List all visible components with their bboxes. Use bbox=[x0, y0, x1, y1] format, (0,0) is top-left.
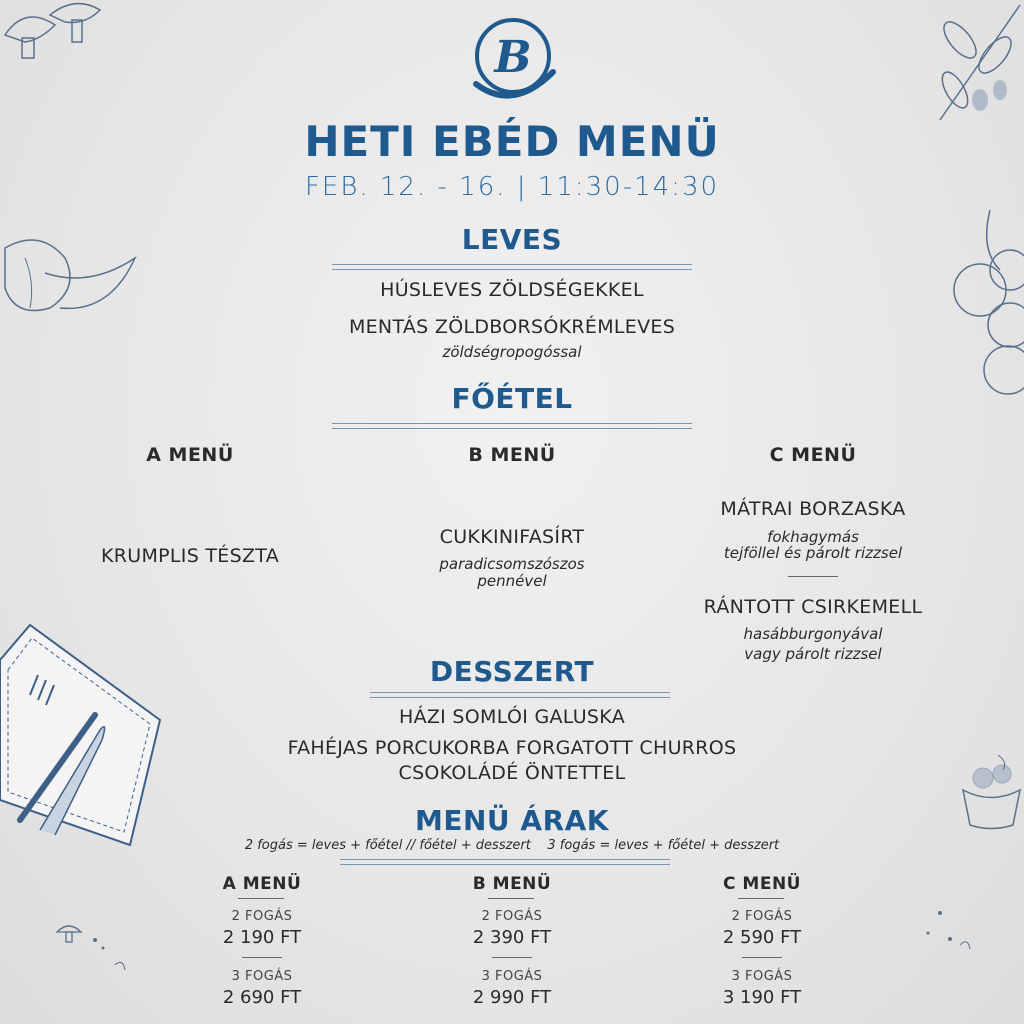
olive-branch-icon bbox=[920, 0, 1024, 130]
main-c-separator bbox=[788, 576, 838, 577]
napkin-cutlery-icon bbox=[0, 620, 170, 850]
soup-item-1: HÚSLEVES ZÖLDSÉGEKKEL bbox=[380, 279, 644, 301]
tomato-icon bbox=[940, 210, 1024, 400]
price-c-two-value: 2 590 FT bbox=[722, 927, 802, 948]
dessert-divider bbox=[370, 692, 670, 693]
brand-logo bbox=[468, 12, 558, 104]
tart-icon bbox=[958, 750, 1024, 830]
main-c-dish-2-note-1: hasábburgonyával bbox=[743, 625, 883, 643]
price-c-two-label: 2 FOGÁS bbox=[731, 909, 793, 924]
dessert-heading: DESSZERT bbox=[429, 655, 595, 688]
main-c-dish-2-note-2: vagy párolt rizzsel bbox=[744, 645, 882, 663]
dessert-item-2-line-2: CSOKOLÁDÉ ÖNTETTEL bbox=[398, 762, 626, 784]
prices-explanation: 2 fogás = leves + főétel // főétel + desszert 3 fogás = leves + főétel + desszert bbox=[244, 838, 780, 853]
dessert-item-2-line-1: FAHÉJAS PORCUKORBA FORGATOTT CHURROS bbox=[287, 737, 737, 759]
price-b-two-label: 2 FOGÁS bbox=[481, 909, 543, 924]
prices-heading: MENÜ ÁRAK bbox=[414, 804, 609, 837]
page-title: HETI EBÉD MENÜ bbox=[304, 117, 720, 166]
price-a-label: A MENÜ bbox=[222, 874, 302, 894]
price-c-label: C MENÜ bbox=[723, 874, 801, 894]
main-c-dish-1: MÁTRAI BORZASKA bbox=[720, 498, 906, 520]
price-a-underline bbox=[238, 898, 284, 899]
price-a-two-label: 2 FOGÁS bbox=[231, 909, 293, 924]
price-b-two-value: 2 390 FT bbox=[472, 927, 552, 948]
price-c-three-label: 3 FOGÁS bbox=[731, 969, 793, 984]
dessert-item-1: HÁZI SOMLÓI GALUSKA bbox=[398, 706, 625, 728]
main-c-dish-1-note-1: fokhagymás bbox=[767, 528, 859, 546]
main-divider-2 bbox=[332, 428, 692, 429]
soup-heading: LEVES bbox=[461, 223, 563, 256]
main-col-a-label: A MENÜ bbox=[146, 444, 234, 466]
price-b-three-value: 2 990 FT bbox=[472, 987, 552, 1008]
price-a-two-value: 2 190 FT bbox=[222, 927, 302, 948]
main-c-dish-1-note-2: tejföllel és párolt rizzsel bbox=[723, 544, 903, 562]
main-b-dish-note-1: paradicsomszószos bbox=[439, 555, 585, 573]
sprinkle-dots-icon bbox=[920, 905, 980, 955]
main-c-dish-2: RÁNTOTT CSIRKEMELL bbox=[703, 596, 923, 618]
soup-divider bbox=[332, 264, 692, 265]
mushroom-icon bbox=[0, 0, 110, 80]
main-b-dish-note-2: pennével bbox=[477, 572, 547, 590]
price-b-three-label: 3 FOGÁS bbox=[481, 969, 543, 984]
price-b-underline bbox=[488, 898, 534, 899]
small-mushroom-icon bbox=[55, 920, 135, 980]
main-col-b-label: B MENÜ bbox=[468, 444, 556, 466]
price-a-separator bbox=[242, 957, 282, 958]
main-heading: FŐÉTEL bbox=[451, 382, 573, 415]
logo-letter: B bbox=[494, 32, 532, 83]
date-time-subtitle: FEB. 12. - 16. | 11:30-14:30 bbox=[304, 172, 720, 202]
price-c-underline bbox=[738, 898, 784, 899]
garlic-icon bbox=[0, 228, 140, 328]
price-c-separator bbox=[742, 957, 782, 958]
main-divider bbox=[332, 423, 692, 424]
price-b-separator bbox=[492, 957, 532, 958]
main-col-c-label: C MENÜ bbox=[769, 444, 857, 466]
soup-item-2: MENTÁS ZÖLDBORSÓKRÉMLEVES bbox=[348, 316, 676, 338]
price-a-three-label: 3 FOGÁS bbox=[231, 969, 293, 984]
price-a-three-value: 2 690 FT bbox=[222, 987, 302, 1008]
price-c-three-value: 3 190 FT bbox=[722, 987, 802, 1008]
prices-divider-2 bbox=[340, 864, 670, 865]
main-b-dish: CUKKINIFASÍRT bbox=[439, 526, 585, 548]
soup-item-2-note: zöldségropogóssal bbox=[442, 343, 582, 361]
price-b-label: B MENÜ bbox=[472, 874, 552, 894]
soup-divider-2 bbox=[332, 269, 692, 270]
dessert-divider-2 bbox=[370, 697, 670, 698]
prices-divider bbox=[340, 859, 670, 860]
main-a-dish: KRUMPLIS TÉSZTA bbox=[100, 545, 280, 567]
